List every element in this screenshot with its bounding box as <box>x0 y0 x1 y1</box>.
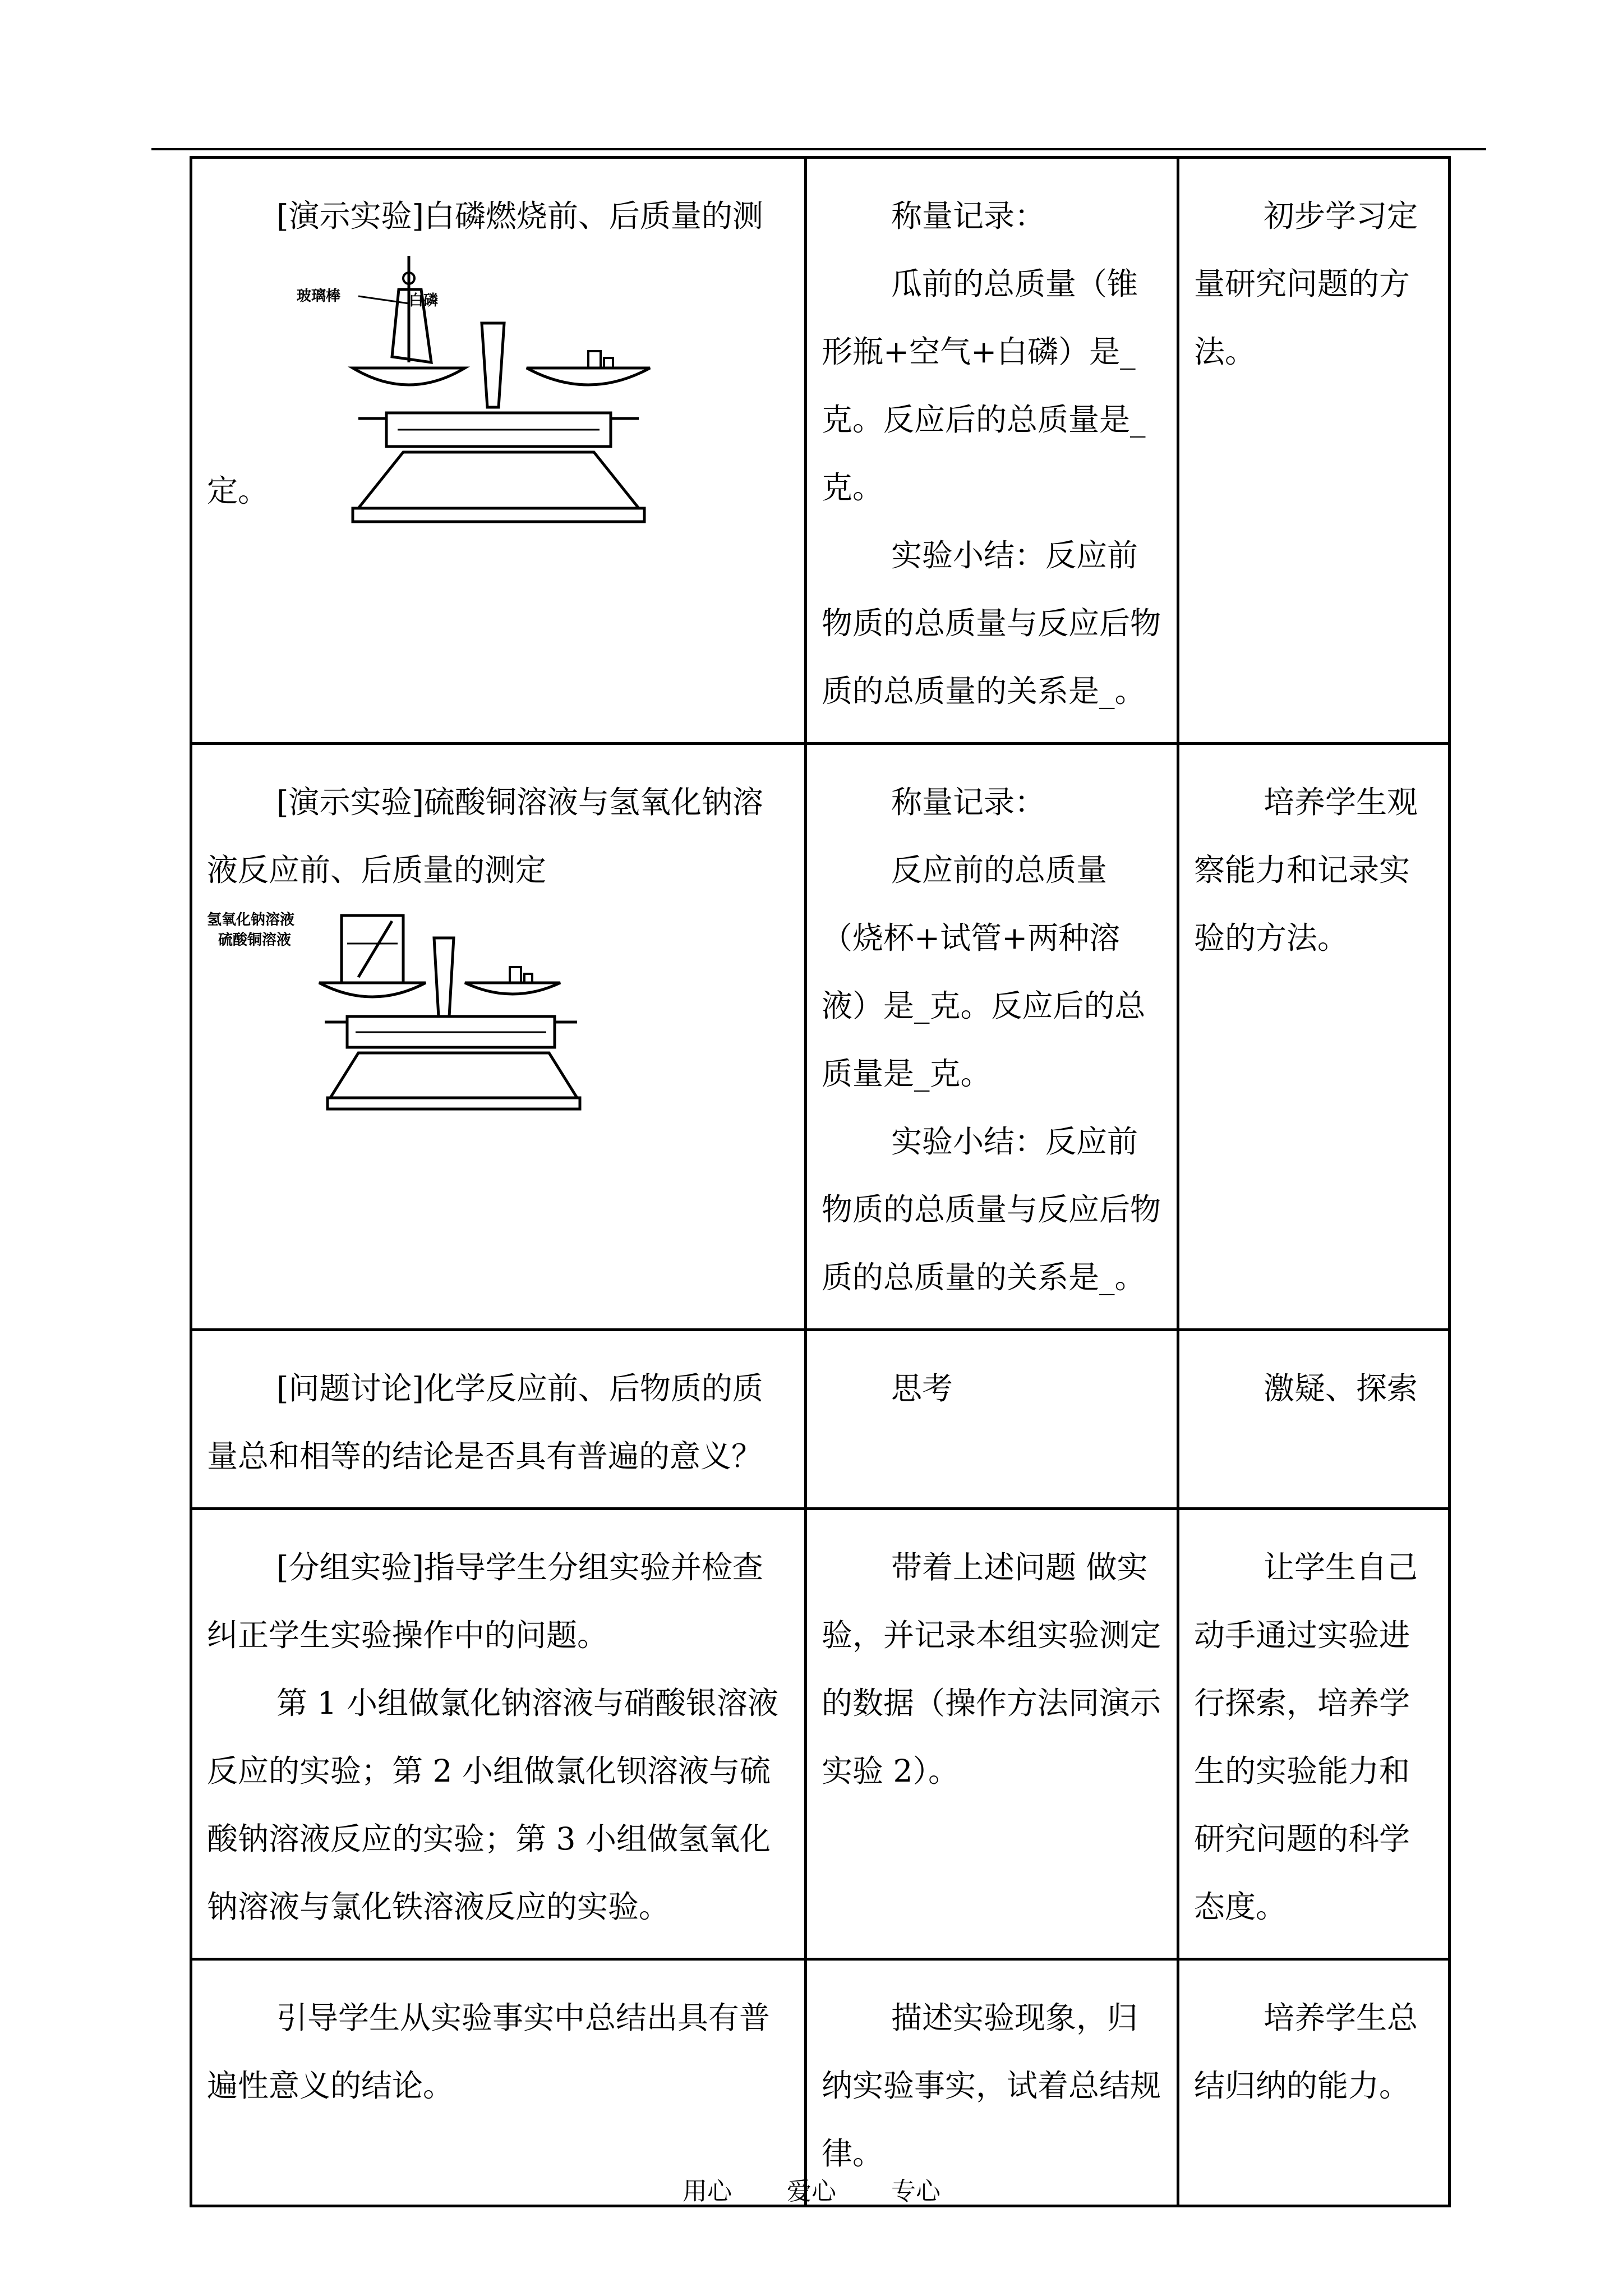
table-row <box>191 158 1450 744</box>
student-activity-cell <box>806 744 1178 1330</box>
student-activity-cell <box>806 158 1178 744</box>
design-intent-text: 初步学习定量研究问题的方法。 <box>1194 198 1418 370</box>
student-activity-text: 描述实验现象，归纳实验事实，试着总结规律。 <box>822 2000 1161 2171</box>
experiment-title: [演示实验]硫酸铜溶液与氢氧化钠溶液反应前、后质量的测定 <box>207 784 763 888</box>
teacher-activity-cell <box>191 744 806 1330</box>
student-activity-cell <box>806 1330 1178 1509</box>
table-row <box>191 1959 1450 2206</box>
conclusion-guide-text: 引导学生从实验事实中总结出具有普遍性意义的结论。 <box>207 2000 771 2104</box>
weighing-record-text: 反应前的总质量（烧杯+试管+两种溶液）是_克。反应后的总质量是_克。 <box>822 852 1146 1092</box>
discussion-text: [问题讨论]化学反应前、后物质的质量总和相等的结论是否具有普遍的意义？ <box>207 1370 763 1474</box>
experiment-summary: 实验小结：反应前物质的总质量与反应后物质的总质量的关系是_。 <box>822 537 1161 709</box>
balance-copper-sulfate-figure <box>207 904 600 1112</box>
design-intent-cell <box>1178 1330 1450 1509</box>
header-rule <box>151 148 1486 150</box>
experiment-title-tail: 定。 <box>207 473 269 509</box>
figure-label-sodium-hydroxide-solution: 氢氧化钠溶液 <box>207 912 295 928</box>
weighing-record-label: 称量记录： <box>891 784 1046 820</box>
table-row <box>191 1509 1450 1959</box>
student-activity-cell <box>806 1509 1178 1959</box>
teacher-activity-cell <box>191 1959 806 2206</box>
teacher-activity-cell <box>191 1330 806 1509</box>
figure-label-copper-sulfate-solution: 硫酸铜溶液 <box>218 932 292 949</box>
footer-text: 专心 <box>891 2177 940 2206</box>
table-row <box>191 744 1450 1330</box>
weighing-record-text: 瓜前的总质量（锥形瓶+空气+白磷）是_克。反应后的总质量是_克。 <box>822 266 1146 505</box>
design-intent-text: 培养学生观察能力和记录实验的方法。 <box>1194 784 1418 956</box>
lesson-plan-table <box>190 156 1451 2207</box>
footer-text: 爱心 <box>787 2177 836 2206</box>
student-activity-text: 带着上述问题 做实验，并记录本组实验测定的数据（操作方法同演示实验 2）。 <box>822 1549 1161 1789</box>
design-intent-text: 培养学生总结归纳的能力。 <box>1194 2000 1418 2104</box>
table-row <box>191 1330 1450 1509</box>
experiment-summary: 实验小结：反应前物质的总质量与反应后物质的总质量的关系是_。 <box>822 1124 1161 1295</box>
group-assignment-text: 第 1 小组做氯化钠溶液与硝酸银溶液反应的实验；第 2 小组做氯化钡溶液与硫酸钠溶液反应的实验；第 3 小组做氢氧化钠溶液与氯化铁溶液反应的实验。 <box>207 1685 778 1925</box>
student-activity-text: 思考 <box>891 1370 953 1406</box>
page-footer <box>0 2171 1623 2207</box>
design-intent-cell <box>1178 158 1450 744</box>
figure-label-white-phosphorus: 白磷 <box>409 292 439 309</box>
group-experiment-text: [分组实验]指导学生分组实验并检查纠正学生实验操作中的问题。 <box>207 1549 763 1653</box>
teacher-activity-cell <box>191 1509 806 1959</box>
figure-label-glass-rod: 玻璃棒 <box>297 288 341 305</box>
design-intent-cell <box>1178 744 1450 1330</box>
design-intent-cell <box>1178 1509 1450 1959</box>
experiment-title: [演示实验]白磷燃烧前、后质量的测 <box>276 198 763 234</box>
design-intent-text: 让学生自己动手通过实验进行探索，培养学生的实验能力和研究问题的科学态度。 <box>1194 1549 1418 1925</box>
teacher-activity-cell <box>191 158 806 744</box>
design-intent-cell <box>1178 1959 1450 2206</box>
student-activity-cell <box>806 1959 1178 2206</box>
design-intent-text: 激疑、探索 <box>1264 1370 1418 1406</box>
balance-phosphorus-figure <box>274 250 689 525</box>
footer-text: 用心 <box>683 2177 732 2206</box>
weighing-record-label: 称量记录： <box>891 198 1046 234</box>
